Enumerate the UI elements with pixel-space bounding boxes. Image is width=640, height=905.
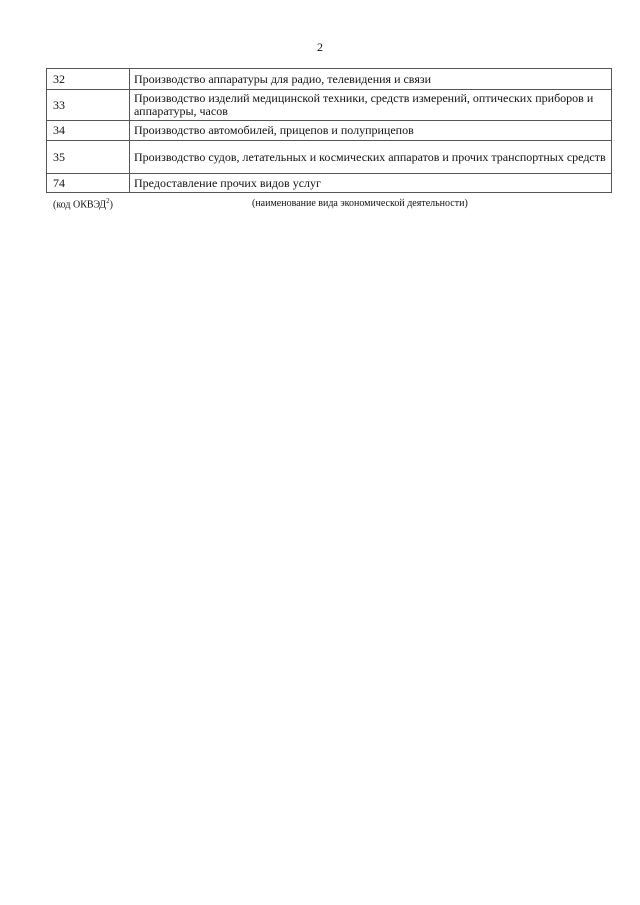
- table-row: [47, 174, 612, 193]
- okved-code: 33: [47, 90, 130, 121]
- activity-name: Производство автомобилей, прицепов и полуприцепов: [130, 121, 612, 141]
- footnote-marker: 2: [106, 197, 110, 205]
- okved-table: [46, 68, 612, 193]
- activity-name: Производство аппаратуры для радио, телевидения и связи: [130, 69, 612, 90]
- activity-name: Предоставление прочих видов услуг: [130, 174, 612, 193]
- activity-name: Производство судов, летательных и космических аппаратов и прочих транспортных средств: [130, 141, 612, 174]
- okved-code: 32: [47, 69, 130, 90]
- activity-name: Производство изделий медицинской техники, средств измерений, оптических приборов и аппаратуры, часов: [130, 90, 612, 121]
- okved-code: 34: [47, 121, 130, 141]
- activity-name-caption: (наименование вида экономической деятельности): [252, 198, 468, 209]
- table-row: [47, 90, 612, 121]
- table-row: [47, 69, 612, 90]
- table-row: [47, 141, 612, 174]
- okved-code: 35: [47, 141, 130, 174]
- okved-code-caption-text: (код ОКВЭД: [53, 199, 107, 211]
- okved-code-caption-close: ): [109, 199, 113, 211]
- okved-code-caption: [53, 197, 113, 210]
- table-row: [47, 121, 612, 141]
- page-number: 2: [317, 40, 323, 54]
- okved-code: 74: [47, 174, 130, 193]
